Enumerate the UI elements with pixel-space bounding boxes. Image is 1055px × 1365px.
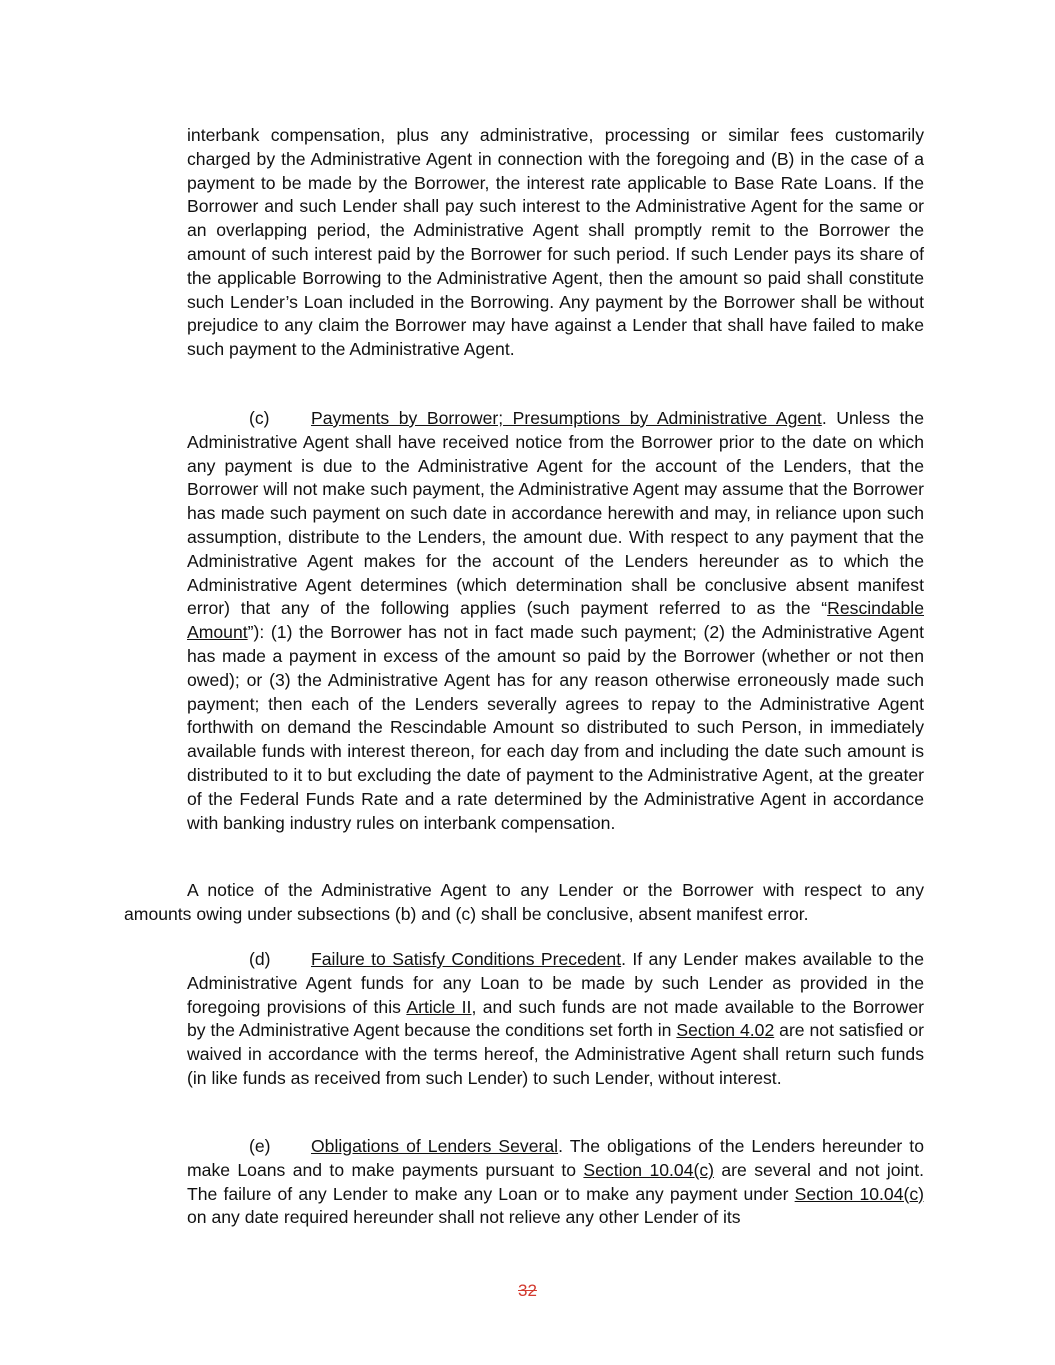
paragraph-interbank-compensation: interbank compensation, plus any administrative, processing or similar fees customarily charged by the Administrative Agent in connection with the foregoing and (B) in the case of a payment to be made by the Borrower, the interest rate applicable to Base Rate Loans. If the Borrower and such Lender shall pay such interest to the Administrative Agent for the same or an overlapping period, the Administrative Agent shall promptly remit to the Borrower the amount of such interest paid by the Borrower for such period. If such Lender pays its share of the applicable Borrowing to the Administrative Agent, then the amount so paid shall constitute such Lender’s Loan included in the Borrowing. Any payment by the Borrower shall be without prejudice to any claim the Borrower may have against a Lender that shall have failed to make such payment to the Administrative Agent. <box>187 125 924 360</box>
clause-text-c-2: ”): (1) the Borrower has not in fact made such payment; (2) the Administrative Agent has made a payment in excess of the amount so paid by the Borrower (whether or not then owed); or (3) the Administrative Agent has for any reason otherwise erroneously made such payment; then each of the Lenders severally agrees to repay to the Administrative Agent forthwith on demand the Rescindable Amount so distributed to such Person, in immediately available funds with interest thereon, for each day from and including the date such amount is distributed to it to but excluding the date of payment to the Administrative Agent, at the greater of the Federal Funds Rate and a rate determined by the Administrative Agent in accordance with banking industry rules on interbank compensation. <box>187 622 924 833</box>
clause-label-e: (e) <box>249 1136 271 1156</box>
reference-section-10-04c-first: Section 10.04(c) <box>583 1159 715 1180</box>
clause-heading-end-d: . <box>621 949 633 969</box>
clause-heading-end-e: . <box>558 1136 570 1156</box>
clause-heading-c: Payments by Borrower; Presumptions by Administrative Agent <box>311 408 822 428</box>
defined-term-rescindable-amount: Rescindable Amount <box>187 598 924 643</box>
clause-text-d-2: , and such funds are not made available to the Borrower by the Administrative Agent because the conditions set forth in <box>187 996 924 1041</box>
clause-text-e-2: are several and not joint. The failure of any Lender to make any Loan or to make any payment under <box>187 1159 924 1204</box>
clause-text-d-3: are not satisfied or waived in accordance with the terms hereof, the Administrative Agent shall return such funds (in like funds as received from such Lender) to such Lender, without interest. <box>187 1020 925 1088</box>
clause-text-e-1: The obligations of the Lenders hereunder to make Loans and to make payments pursuant to <box>187 1136 924 1180</box>
clause-heading-end-c: . <box>821 408 837 428</box>
page-number: 32 <box>518 1281 537 1300</box>
clause-heading-e: Obligations of Lenders Several <box>311 1136 559 1156</box>
clause-label-c: (c) <box>249 408 270 428</box>
paragraph-d-failure-to-satisfy <box>187 948 924 1091</box>
clause-text-d-1: If any Lender makes available to the Administrative Agent funds for any Loan to be made by such Lender as provided in the foregoing provisions of this <box>187 949 924 1017</box>
reference-section-10-04c-second: Section 10.04(c) <box>794 1183 924 1204</box>
paragraph-c-payments-by-borrower <box>187 407 924 835</box>
paragraph-e-obligations-several <box>187 1135 924 1230</box>
clause-text-c-1: Unless the Administrative Agent shall have received notice from the Borrower prior to the date on which any payment is due to the Administrative Agent for the account of the Lenders, that the Borrower will not make such payment, the Administrative Agent may assume that the Borrower has made such payment on such date in accordance herewith and may, in reliance upon such assumption, distribute to the Lenders, the amount due. With respect to any payment that the Administrative Agent makes for the account of the Lenders hereunder as to which the Administrative Agent determines (which determination shall be conclusive absent manifest error) that any of the following applies (such payment referred to as the “ <box>187 408 924 619</box>
clause-text-e-3: on any date required hereunder shall not relieve any other Lender of its <box>187 1207 741 1228</box>
clause-heading-d: Failure to Satisfy Conditions Precedent <box>311 949 622 969</box>
paragraph-notice: A notice of the Administrative Agent to any Lender or the Borrower with respect to any amounts owing under subsections (b) and (c) shall be conclusive, absent manifest error. <box>124 880 924 924</box>
reference-article-ii: Article II <box>406 996 472 1017</box>
clause-label-d: (d) <box>249 949 271 969</box>
reference-section-4-02: Section 4.02 <box>676 1020 775 1041</box>
